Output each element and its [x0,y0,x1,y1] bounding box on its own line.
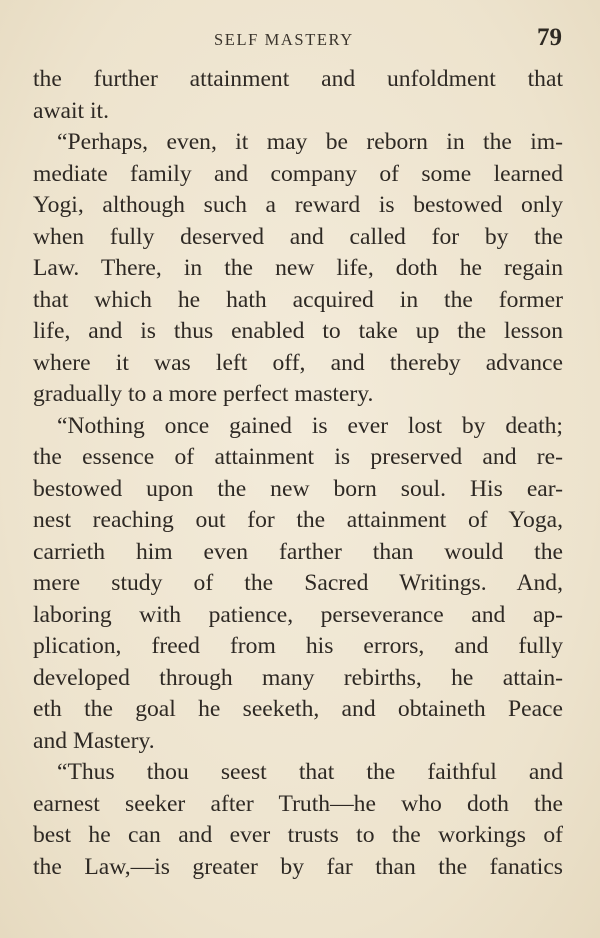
text-line: “Nothing once gained is ever lost by death; [57,412,563,439]
text-line: the Law,—is greater by far than the fanatics [33,853,563,880]
text-line: developed through many rebirths, he attain- [33,664,563,691]
text-line: await it. [33,97,109,124]
text-line: nest reaching out for the attainment of Yoga, [33,507,563,533]
text-line: where it was left off, and thereby advance [33,349,563,376]
text-line: eth the goal he seeketh, and obtaineth Peace [33,696,563,722]
page-number: 79 [537,24,562,51]
page-header [0,24,600,58]
text-line: bestowed upon the new born soul. His ear- [33,475,563,502]
text-line: life, and is thus enabled to take up the lesson [33,318,563,344]
text-line: plication, freed from his errors, and fully [33,633,563,659]
text-line: mediate family and company of some learned [33,160,563,187]
running-head: SELF MASTERY [214,30,354,49]
text-line: mere study of the Sacred Writings. And, [33,570,563,596]
text-line: and Mastery. [33,727,155,754]
text-line: Yogi, although such a reward is bestowed only [33,192,563,218]
text-line: gradually to a more perfect mastery. [33,381,374,407]
text-line: “Thus thou seest that the faithful and [57,759,563,785]
text-line: the further attainment and unfoldment that [33,66,563,92]
text-line: that which he hath acquired in the former [33,286,563,313]
text-line: the essence of attainment is preserved and re- [33,444,563,470]
text-line: best he can and ever trusts to the workings of [33,822,563,848]
text-line: when fully deserved and called for by the [33,223,563,250]
text-line: earnest seeker after Truth—he who doth the [33,790,563,817]
text-line: “Perhaps, even, it may be reborn in the im- [57,129,563,155]
body-text [33,64,563,883]
text-line: laboring with patience, perseverance and ap- [33,601,563,628]
text-line: carrieth him even farther than would the [33,538,563,565]
text-line: Law. There, in the new life, doth he regain [33,255,563,281]
